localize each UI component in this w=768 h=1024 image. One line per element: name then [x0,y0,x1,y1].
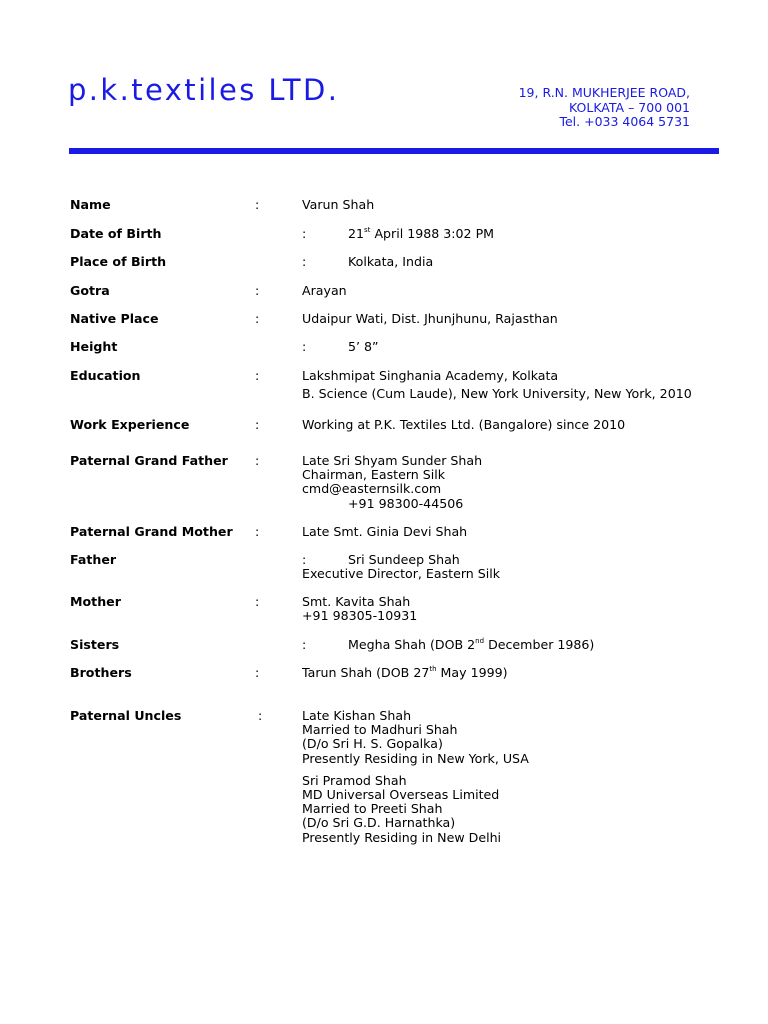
sister-text: Megha Shah (DOB 2 [348,637,476,652]
field-colon: : [255,283,260,298]
field-value [302,255,433,269]
field-colon: : [255,665,260,680]
field-label: Paternal Grand Father [70,453,228,468]
field-colon: : [302,339,307,354]
field-value [302,369,692,401]
field-label: Name [70,197,111,212]
field-colon: : [302,254,307,269]
field-value: Varun Shah [302,197,375,212]
field-label: Place of Birth [70,254,167,269]
field-value: Arayan [302,283,347,298]
field-label: Work Experience [70,417,190,432]
field-value [302,227,494,241]
field-colon: : [302,226,307,241]
company-address [519,86,690,130]
dob-day-suffix: st [364,225,371,234]
uncle-1-line-3: (D/o Sri H. S. Gopalka) [302,736,443,752]
field-value [302,340,379,354]
mother-phone: +91 98305-10931 [302,608,418,624]
mother-line-1: Smt. Kavita Shah [302,594,411,609]
header-divider [69,148,719,154]
field-label: Native Place [70,311,159,326]
field-value: Working at P.K. Textiles Ltd. (Bangalore) since 2010 [302,417,626,432]
field-label: Date of Birth [70,226,162,241]
field-value: Udaipur Wati, Dist. Jhunjhunu, Rajasthan [302,311,558,326]
field-label: Father [70,552,117,567]
field-value [302,666,508,680]
uncle-1-line-4: Presently Residing in New York, USA [302,750,529,766]
uncle-2-line-1: Sri Pramod Shah [302,772,407,788]
education-line-2: B. Science (Cum Laude), New York University, New York, 2010 [302,386,692,402]
field-value [302,454,482,511]
field-colon: : [255,594,260,609]
brother-text-rest: May 1999) [436,665,508,680]
field-colon: : [255,311,260,326]
grandfather-line-1: Late Sri Shyam Sunder Shah [302,453,483,468]
field-colon: : [255,524,260,539]
height-value: 5’ 8” [348,339,379,354]
address-line-2: KOLKATA – 700 001 [569,99,690,115]
field-colon: : [255,453,260,468]
sister-text-rest: December 1986) [484,637,595,652]
field-label: Gotra [70,283,110,298]
address-line-1: 19, R.N. MUKHERJEE ROAD, [518,85,690,100]
field-colon: : [258,708,263,723]
dob-day: 21 [348,226,365,241]
brother-date-suffix: th [429,664,437,673]
uncle-2-line-5: Presently Residing in New Delhi [302,829,502,845]
uncle-2 [302,774,529,845]
uncle-2-line-2: MD Universal Overseas Limited [302,787,500,803]
father-line-1 [302,553,500,567]
grandfather-phone: +91 98300-44506 [348,495,464,511]
field-value [302,553,500,581]
brother-text: Tarun Shah (DOB 27 [302,665,430,680]
field-colon: : [302,637,307,652]
phone-number: Tel. +033 4064 5731 [559,114,690,130]
sister-date-suffix: nd [475,636,485,645]
father-line-2: Executive Director, Eastern Silk [302,566,501,582]
field-value [302,595,417,623]
field-colon: : [255,417,260,432]
field-label: Sisters [70,637,120,652]
grandfather-line-2: Chairman, Eastern Silk [302,467,446,483]
field-label: Brothers [70,665,132,680]
uncle-1-line-2: Married to Madhuri Shah [302,722,458,738]
uncle-2-line-3: Married to Preeti Shah [302,801,443,817]
field-colon: : [255,197,260,212]
dob-rest: April 1988 3:02 PM [370,226,495,241]
uncle-1 [302,709,529,766]
education-line-1: Lakshmipat Singhania Academy, Kolkata [302,368,559,383]
field-label: Paternal Uncles [70,708,182,723]
field-label: Education [70,368,141,383]
father-name: Sri Sundeep Shah [348,552,460,567]
field-value [302,638,594,652]
field-colon: : [255,368,260,383]
field-label: Mother [70,594,121,609]
field-label: Paternal Grand Mother [70,524,233,539]
grandfather-email: cmd@easternsilk.com [302,481,442,497]
uncle-2-line-4: (D/o Sri G.D. Harnathka) [302,815,456,831]
company-name: p.k.textiles LTD. [68,73,340,107]
field-label: Height [70,339,118,354]
field-value [302,709,529,845]
pob-value: Kolkata, India [348,254,434,269]
field-colon: : [302,552,307,567]
field-value: Late Smt. Ginia Devi Shah [302,524,468,539]
uncle-1-line-1: Late Kishan Shah [302,708,412,723]
